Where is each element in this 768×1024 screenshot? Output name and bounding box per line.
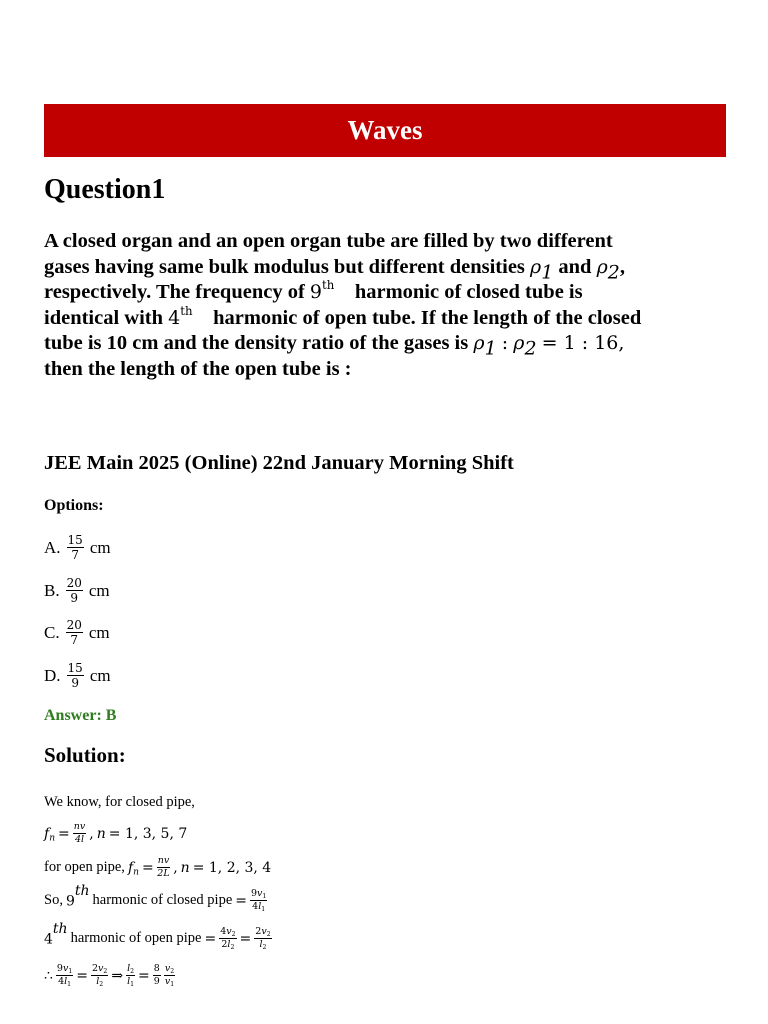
options-heading: Options: (44, 497, 104, 514)
question-text (44, 229, 734, 383)
question-line: tube is 10 cm and the density ratio of the gases is $\rho_1$ : $\rho_2 = 1$ : 16, (44, 332, 625, 361)
question-line: A closed organ and an open organ tube are filled by two different (44, 230, 613, 252)
exam-source: JEE Main 2025 (Online) 22nd January Morning Shift (44, 452, 514, 474)
question-title: Question1 (44, 174, 166, 205)
question-line: gases having same bulk modulus but different densities $\rho_1$ and $\rho_2$, (44, 255, 625, 284)
question-line: then the length of the open tube is : (44, 357, 352, 380)
solution-title: Solution: (44, 743, 126, 767)
answer-label: Answer: B (44, 707, 117, 724)
question-line: identical with 4th harmonic of open tube. If the length of the closed (44, 303, 642, 329)
chapter-title: Waves (347, 115, 423, 145)
option-a[interactable]: A. $\frac{15}{7}$ cm (44, 533, 111, 562)
solution-line: $f_n$ = $\frac{nv}{4l}$ , n = 1, 3, 5, 7 (44, 821, 188, 845)
solution-line: We know, for closed pipe, (44, 794, 195, 810)
question-line: respectively. The frequency of 9th harmonic of closed tube is (44, 278, 583, 304)
option-d[interactable]: D. $\frac{15}{9}$ cm (44, 661, 111, 690)
option-b[interactable]: B. $\frac{20}{9}$ cm (44, 576, 110, 605)
option-c[interactable]: C. $\frac{20}{7}$ cm (44, 618, 110, 647)
solution-line: ∴ $\frac{9v_1}{4l_1}$ = $\frac{2v_2}{l_2}$ ⇒ $\frac{l_2}{l_1}$ = $\frac{8}{9}$ $\frac{v_2}{v_1}$ (44, 963, 175, 988)
solution-line: 4th harmonic of open pipe = $\frac{4v_2}{2l_2}$ = $\frac{2v_2}{l_2}$ (44, 921, 271, 951)
solution-line: So, 9th harmonic of closed pipe = $\frac{9v_1}{4l_1}$ (44, 883, 267, 913)
chapter-banner (44, 104, 726, 157)
solution-line: for open pipe, $f_n$ = $\frac{nv}{2L}$ , n = 1, 2, 3, 4 (44, 855, 272, 879)
